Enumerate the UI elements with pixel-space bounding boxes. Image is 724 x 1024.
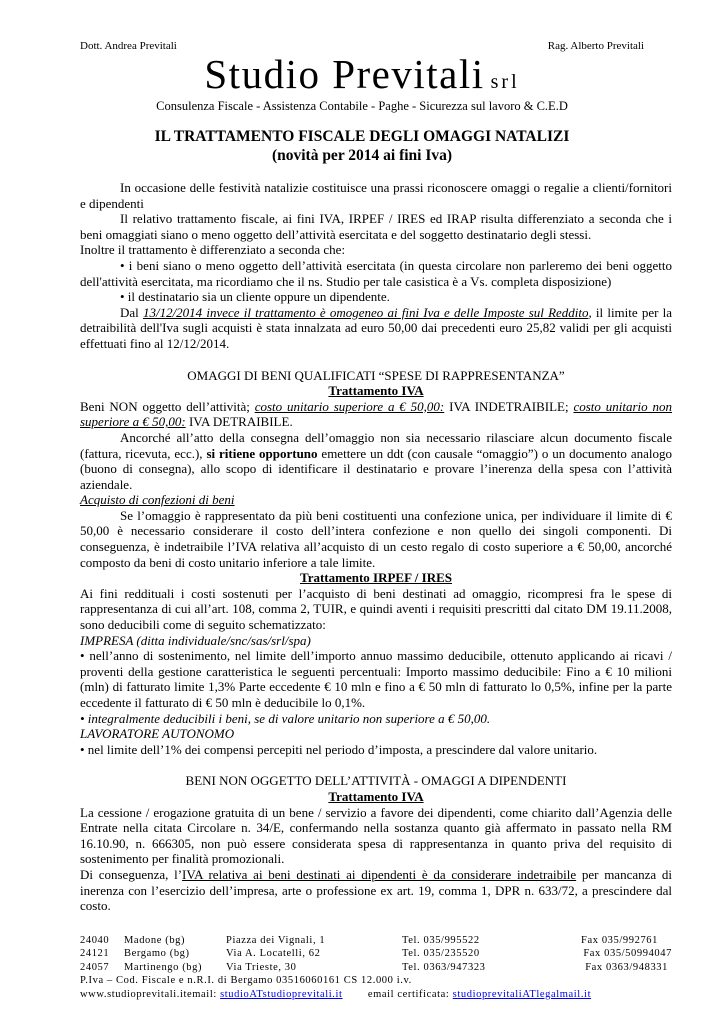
intro-paragraph: In occasione delle festività natalizie costituisce una prassi riconoscere omaggi o regalie a clienti/fornitori e dipendenti bbox=[80, 180, 672, 211]
paragraph: Se l’omaggio è rappresentato da più beni costituenti una confezione unica, per individuare il limite di € 50,00 è necessario considerare il costo dell’intera confezione e non quello dei singoli componenti. Di conseguenza, è indetraibile l’IVA relativa all’acquisto di un cesto regalo di costo superiore a € 50,00, ancorché composto da beni di costo unitario inferiore a tale limite. bbox=[80, 507, 672, 570]
paragraph: Ancorché all’atto della consegna dell’omaggio non sia necessario rilasciare alcun documento fiscale (fattura, ricevuta, ecc.), si ritiene opportuno emettere un ddt (con causale “omaggio”) o un documento analogo (buono di consegna), allo scopo di identificare il destinatario e provare l’inerenza della spesa con l’attività aziendale. bbox=[80, 429, 672, 492]
lavoratore-heading: LAVORATORE AUTONOMO bbox=[80, 726, 235, 742]
intro-paragraph: Dal 13/12/2014 invece il trattamento è omogeneo ai fini Iva e delle Imposte sul Reddito, il limite per la detraibilità dell'Iva sugli acquisti è stata innalzata ad euro 50,00 dai precedenti euro 25,82 validi per gli acquisti effettuati fino al 12/12/2014. bbox=[80, 304, 672, 351]
brand-suffix: srl bbox=[490, 71, 520, 93]
iva-rule: Beni NON oggetto dell’attività; costo unitario superiore a € 50,00: IVA INDETRAIBILE; costo unitario non superiore a € 50,00: IVA DETRAIBILE. bbox=[80, 398, 672, 430]
section-heading: OMAGGI DI BENI QUALIFICATI “SPESE DI RAPPRESENTANZA” bbox=[187, 367, 565, 383]
paragraph: Di conseguenza, l’IVA relativa ai beni destinati ai dipendenti è da considerare indetraibile per mancanza di inerenza con l’esercizio dell’impresa, arte o professione ex art. 19, comma 1, DPR n. 633/72, a prescindere dal costo. bbox=[80, 866, 672, 914]
header-left-name: Dott. Andrea Previtali bbox=[80, 40, 177, 52]
section-subheading: Trattamento IRPEF / IRES bbox=[299, 570, 453, 586]
email-link[interactable]: studioATstudioprevitali.it bbox=[220, 988, 343, 1000]
impresa-heading: IMPRESA (ditta individuale/snc/sas/srl/spa) bbox=[80, 632, 311, 648]
intro-bullet: • i beni siano o meno oggetto dell’attività esercitata (in questa circolare non parleremo dei beni oggetto dell'attività esercitata, ma ricordiamo che il ns. Studio per tale casistica è a Vs. completa disposizione) bbox=[80, 257, 672, 289]
lavoratore-bullet: • nel limite dell’1% dei compensi percepiti nel periodo d’imposta, a prescindere dal valore unitario. bbox=[80, 741, 598, 757]
document-body bbox=[80, 180, 672, 914]
paragraph: La cessione / erogazione gratuita di un bene / servizio a favore dei dipendenti, come chiarito dall’Agenzia delle Entrate nella citata Circolare n. 34/E, confermando nella sostanza quanto già affermato in passato nella RM 16.10.90, n. 666305, non può essere considerata spesa di rappresentanza in quanto priva del requisito di sostenimento per finalità promozionali. bbox=[80, 804, 672, 867]
tagline: Consulenza Fiscale - Assistenza Contabile - Paghe - Sicurezza sul lavoro & C.E.D bbox=[156, 99, 568, 113]
office-row: 24121 Bergamo (bg) Via A. Locatelli, 62 Tel. 035/235520 Fax 035/50994047 bbox=[80, 948, 672, 960]
confezioni-heading: Acquisto di confezioni di beni bbox=[80, 492, 235, 508]
document-title: IL TRATTAMENTO FISCALE DEGLI OMAGGI NATALIZI bbox=[154, 128, 570, 145]
section-subheading: Trattamento IVA bbox=[328, 788, 424, 804]
section-subheading: Trattamento IVA bbox=[328, 383, 424, 399]
studio-logo bbox=[0, 51, 724, 97]
impresa-bullet: • integralmente deducibili i beni, se di valore unitario non superiore a € 50,00. bbox=[80, 710, 491, 726]
section-heading: BENI NON OGGETTO DELL’ATTIVITÀ - OMAGGI A DIPENDENTI bbox=[185, 773, 567, 789]
pec-link[interactable]: studioprevitaliATlegalmail.it bbox=[452, 988, 592, 1000]
office-row: 24040 Madone (bg) Piazza dei Vignali, 1 Tel. 035/995522 Fax 035/992761 bbox=[80, 935, 658, 946]
header-right-name: Rag. Alberto Previtali bbox=[547, 40, 644, 52]
paragraph: Ai fini reddituali i costi sostenuti per l’acquisto di beni destinati ad omaggio, ricompresi fra le spese di rappresentanza di cui all’art. 108, comma 2, TUIR, e quindi aventi i requisiti prescritti dal citato DM 19.11.2008, sono deducibili come di seguito schematizzato: bbox=[80, 585, 672, 633]
date-change-note: 13/12/2014 invece il trattamento è omogeneo ai fini Iva e delle Imposte sul Reddito bbox=[142, 304, 589, 320]
document-subtitle: (novità per 2014 ai fini Iva) bbox=[271, 147, 453, 164]
impresa-bullet: • nell’anno di sostenimento, nel limite dell’importo annuo massimo deducibile, ottenuto applicando ai ricavi / proventi della gestione caratteristica le seguenti percentuali: Importo massimo deducibile: Fino a € 10 milioni (mln) di fatturato limite 1,3% Parte eccedente € 10 mln e fino a € 50 mln di fatturato lo 0,5%, infine per la parte eccedente il fatturato di € 50 mln è deducibile lo 0,1%. bbox=[80, 648, 672, 710]
piva-line: P.Iva – Cod. Fiscale e n.R.I. di Bergamo 03516060161 CS 12.000 i.v. bbox=[80, 975, 412, 987]
intro-bullet: • il destinatario sia un cliente oppure un dipendente. bbox=[120, 289, 390, 305]
contact-line: www.studioprevitali.itemail: studioATstudioprevitali.it email certificata: studioprevitaliATlegalmail.it bbox=[80, 988, 592, 1000]
intro-paragraph: Il relativo trattamento fiscale, ai fini IVA, IRPEF / IRES ed IRAP risulta differenziato a seconda che i beni omaggiati siano o meno oggetto dell’attività esercitata e del soggetto destinatario degli stessi. bbox=[80, 211, 672, 242]
brand-name: Studio Previtali bbox=[204, 51, 485, 97]
office-row: 24057 Martinengo (bg) Via Trieste, 30 Tel. 0363/947323 Fax 0363/948331 bbox=[80, 961, 668, 973]
footer bbox=[80, 934, 672, 1001]
intro-paragraph: Inoltre il trattamento è differenziato a seconda che: bbox=[80, 242, 346, 258]
